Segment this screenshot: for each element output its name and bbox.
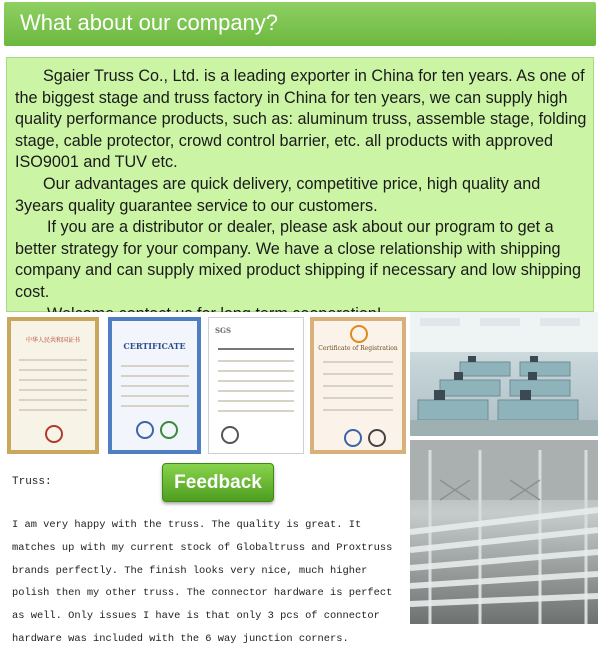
feedback-section: [0, 457, 408, 645]
intro-paragraph-3: If you are a distributor or dealer, please ask about our program to get a better strategy for your company. We have a close relationship with shipping company and can supply mixed product shipping if necessary and low shipping cost.: [15, 218, 581, 301]
certificate-title: SGS: [215, 326, 232, 335]
seal-icon: [368, 429, 386, 447]
seal-icon: [136, 421, 154, 439]
feedback-label: Truss:: [12, 476, 52, 488]
certificate-title: Certificate of Registration: [318, 345, 398, 352]
feedback-button[interactable]: Feedback: [162, 463, 274, 502]
seal-icon: [160, 421, 178, 439]
certificate-image: [7, 317, 99, 454]
intro-paragraph-2: Our advantages are quick delivery, competitive price, high quality and 3years quality guarantee service to our customers.: [15, 174, 541, 215]
section-header: [4, 2, 596, 46]
company-photos: [410, 312, 598, 624]
office-photo: [410, 312, 598, 436]
seal-icon: [221, 426, 239, 444]
section-title: What about our company?: [20, 10, 279, 35]
certificate-title: CERTIFICATE: [123, 341, 186, 351]
seal-icon: [350, 325, 368, 343]
seal-icon: [344, 429, 362, 447]
certificate-image: [310, 317, 406, 454]
warehouse-photo: [410, 440, 598, 624]
certificate-image: [208, 317, 304, 454]
feedback-text: I am very happy with the truss. The quality is great. It matches up with my current stock of Globaltruss and Proxtruss brands perfectly. The finish looks very nice, much higher polish then my other truss. The connector hardware is perfect as well. Only issues I have is that only 3 pcs of connector hardware was included with the 6 way junction corners.: [12, 519, 393, 645]
seal-icon: [45, 425, 63, 443]
intro-paragraph-1: Sgaier Truss Co., Ltd. is a leading exporter in China for ten years. As one of the biggest stage and truss factory in China for ten years, we can supply high quality performance products, such as: aluminum truss, assemble stage, folding stage, cable protector, crowd control barrier, etc. all products with approved ISO9001 and TUV etc.: [15, 67, 587, 172]
certificate-image: [108, 317, 201, 454]
certificate-title: 中华人民共和国证书: [25, 337, 80, 344]
certificates-strip: [0, 312, 408, 457]
company-intro: [6, 57, 594, 312]
